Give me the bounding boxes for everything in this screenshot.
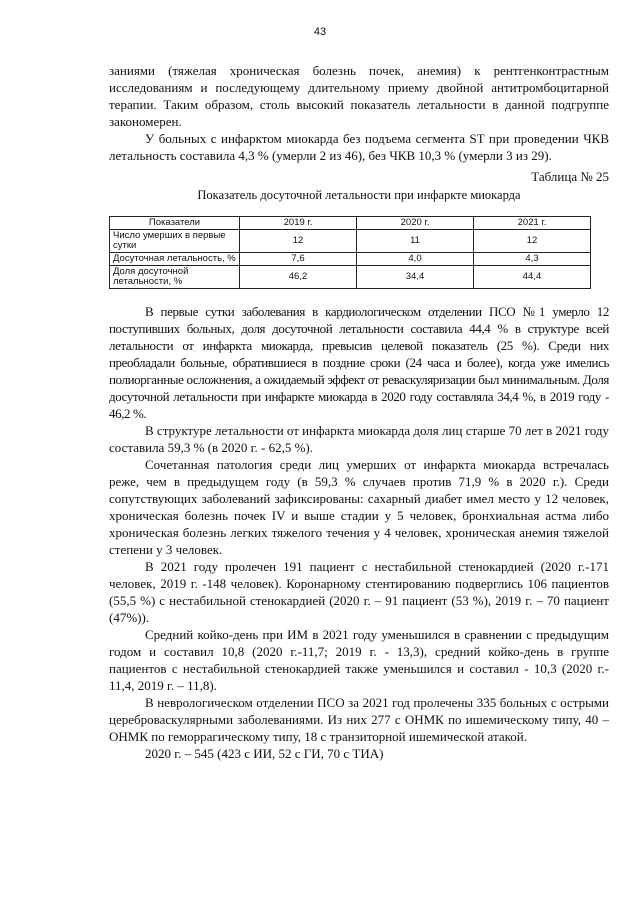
paragraph-top-2: У больных с инфарктом миокарда без подъема сегмента ST при проведении ЧКВ летальность составила 4,3 % (умерли 2 из 46), без ЧКВ 10,3 % (умерли 3 из 29). bbox=[109, 131, 609, 163]
table-cell: 44,4 bbox=[474, 266, 591, 289]
table-cell: 7,6 bbox=[240, 253, 357, 266]
paragraph-body-7: 2020 г. – 545 (423 с ИИ, 52 с ГИ, 70 с ТИА) bbox=[145, 746, 384, 761]
page-number: 43 bbox=[313, 26, 327, 38]
table-header-cell: Показатели bbox=[110, 217, 240, 230]
table-number: Таблица № 25 bbox=[531, 169, 609, 184]
table-row bbox=[110, 230, 591, 253]
table-header-cell: 2021 г. bbox=[474, 217, 591, 230]
page-content bbox=[109, 62, 609, 762]
table-header-row bbox=[110, 217, 591, 230]
table-header-cell: 2020 г. bbox=[357, 217, 474, 230]
paragraph-body-6: В неврологическом отделении ПСО за 2021 год пролечены 335 больных с острыми цереброваскулярными заболеваниями. Из них 277 с ОНМК по ишемическому типу, 40 – ОНМК по геморрагическому типу, 18 с транзиторной ишемической атакой. bbox=[109, 695, 609, 744]
paragraph-top-1: заниями (тяжелая хроническая болезнь почек, анемия) к рентгенконтрастным исследованиям и последующему длительному приему двойной антитромбоцитарной терапии. Таким образом, столь высокий показатель летальности в данной подгруппе закономерен. bbox=[109, 63, 609, 129]
paragraph-body-5: Средний койко-день при ИМ в 2021 году уменьшился в сравнении с предыдущим годом и составил 10,8 (2020 г.-11,7; 2019 г. - 13,3), средний койко-день в группе пациентов с нестабильной стенокардией также уменьшился и составил - 10,3 (2020 г.- 11,4, 2019 г. – 11,8). bbox=[109, 627, 609, 693]
table-cell: 12 bbox=[240, 230, 357, 253]
table-row bbox=[110, 266, 591, 289]
table-cell: 34,4 bbox=[357, 266, 474, 289]
table-cell: 4,3 bbox=[474, 253, 591, 266]
table-cell: 11 bbox=[357, 230, 474, 253]
table-header-cell: 2019 г. bbox=[240, 217, 357, 230]
table-row-label: Досуточная летальность, % bbox=[110, 253, 240, 266]
paragraph-body-3: Сочетанная патология среди лиц умерших от инфаркта миокарда встречалась реже, чем в предыдущем году (в 59,3 % случаев против 71,9 % в 2020 г.). Среди сопутствующих заболеваний зафиксированы: сахарный диабет имел место у 12 человек, хроническая болезнь почек IV и выше стадии у 5 человек, бронхиальная астма либо хроническая болезнь легких тяжелого течения у 4 человек, хроническая анемия тяжелой степени у 3 человек. bbox=[109, 457, 609, 557]
table-row bbox=[110, 253, 591, 266]
paragraph-body-2: В структуре летальности от инфаркта миокарда доля лиц старше 70 лет в 2021 году составила 59,3 % (в 2020 г. - 62,5 %). bbox=[109, 423, 609, 455]
table-row-label: Доля досуточной летальности, % bbox=[110, 266, 240, 289]
table-cell: 12 bbox=[474, 230, 591, 253]
table-title: Показатель досуточной летальности при инфаркте миокарда bbox=[197, 188, 521, 202]
table-cell: 4,0 bbox=[357, 253, 474, 266]
paragraph-body-4: В 2021 году пролечен 191 пациент с нестабильной стенокардией (2020 г.-171 человек, 2019 г. -148 человек). Коронарному стентированию подверглись 106 пациентов (55,5 %) с нестабильной стенокардией (2020 г. – 91 пациент (53 %), 2019 г. – 70 пациент (47%)). bbox=[109, 559, 609, 625]
table-cell: 46,2 bbox=[240, 266, 357, 289]
mortality-table bbox=[109, 216, 591, 289]
paragraph-body-1: В первые сутки заболевания в кардиологическом отделении ПСО №1 умерло 12 поступивших больных, доля досуточной летальности составила 44,4 % в структуре всей летальности от инфаркта миокарда, превысив целевой показатель (25 %). Среди них преобладали больные, обратившиеся в поздние сроки (24 часа и более), когда уже имелись полиорганные осложнения, а ожидаемый эффект от реваскуляризации был минимальным. Доля досуточной летальности при инфаркте миокарда в 2020 году составляла 34,4 %, в 2019 году - 46,2 %. bbox=[109, 304, 609, 421]
table-row-label: Число умерших в первые сутки bbox=[110, 230, 240, 253]
